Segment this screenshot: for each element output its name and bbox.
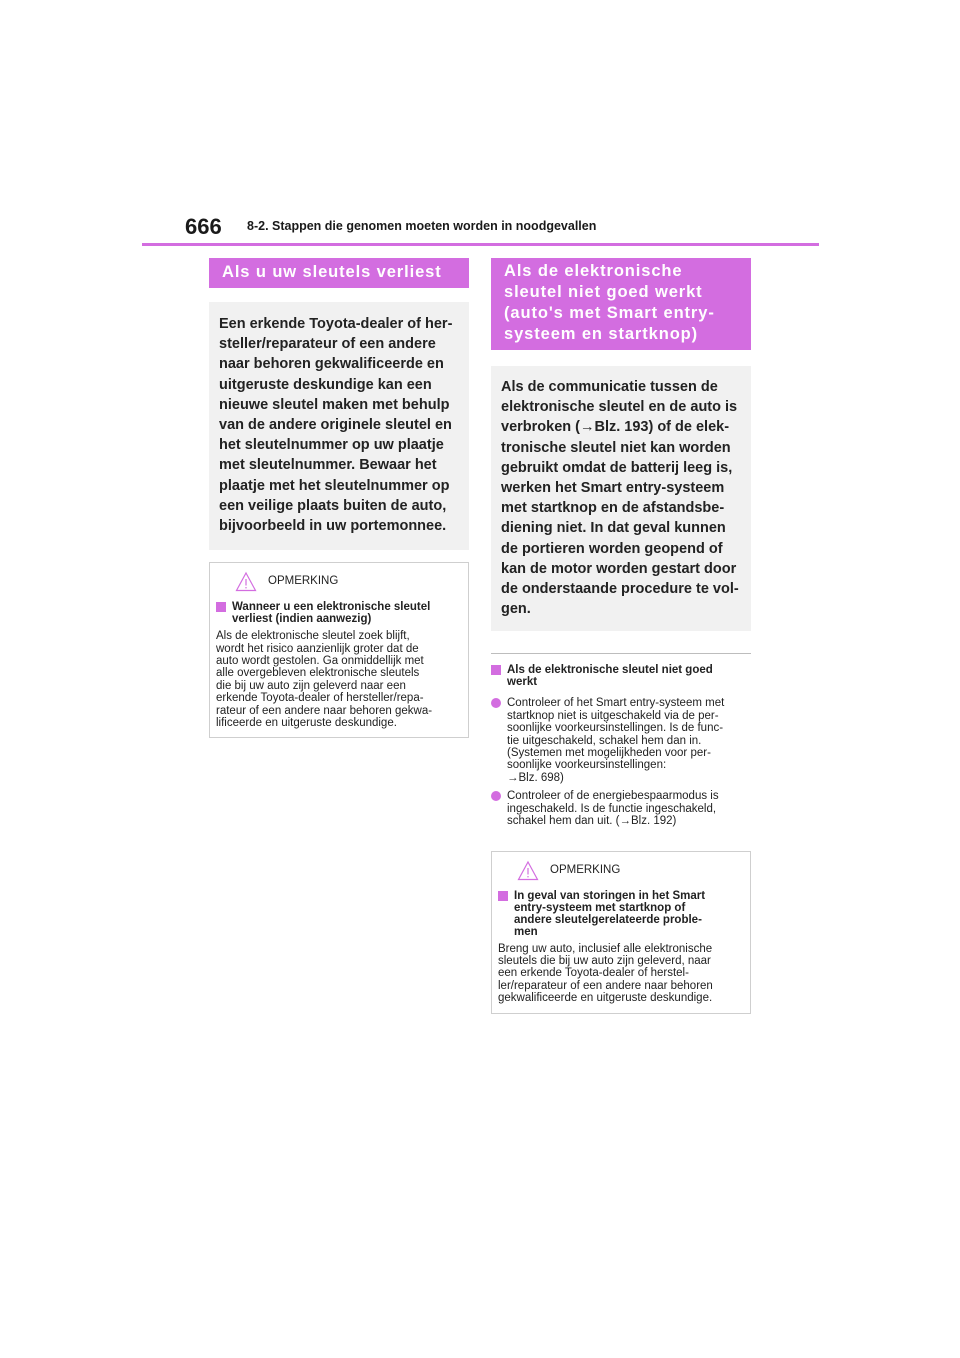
note-line: wordt het risico aanzienlijk groter dat de xyxy=(216,642,419,655)
subsection-title xyxy=(491,664,751,688)
heading-line: systeem en startknop) xyxy=(504,325,699,343)
note-title-line: entry-systeem met startknop of xyxy=(514,901,686,914)
note-line: gekwalificeerde en uitgeruste deskundige. xyxy=(498,992,713,1005)
square-bullet-icon xyxy=(498,891,508,901)
info-line: uitgeruste deskundige kan een xyxy=(219,376,432,393)
list-line: startknop niet is uitgeschakeld via de per- xyxy=(507,709,719,722)
list-item xyxy=(491,790,751,827)
square-bullet-icon xyxy=(491,665,501,675)
circle-bullet-icon xyxy=(491,791,501,801)
info-line: Een erkende Toyota-dealer of her- xyxy=(219,316,453,332)
note-line: alle overgebleven elektronische sleutels xyxy=(216,667,420,680)
note-line: rateur of een andere naar behoren gekwa- xyxy=(216,704,433,717)
info-line: bijvoorbeeld in uw portemonnee. xyxy=(219,518,447,535)
right-column xyxy=(491,258,751,1014)
list-line: soonlijke voorkeursinstellingen: xyxy=(507,759,667,772)
list-line: Controleer of de energiebespaarmodus is xyxy=(507,790,719,803)
note-line: die bij uw auto zijn geleverd naar een xyxy=(216,679,406,692)
warning-triangle-icon xyxy=(235,571,257,593)
note-header xyxy=(216,569,460,601)
info-line: verbroken (→Blz. 193) of de elek- xyxy=(501,419,730,436)
note-title xyxy=(216,601,460,625)
note-body xyxy=(498,943,742,1005)
list-line: Controleer of het Smart entry-systeem met xyxy=(507,697,725,710)
header-divider xyxy=(142,243,819,246)
circle-bullet-icon xyxy=(491,698,501,708)
info-line: elektronische sleutel en de auto is xyxy=(501,399,738,416)
list-line: (Systemen met mogelijkheden voor per- xyxy=(507,747,711,760)
subsection-title-line: Als de elektronische sleutel niet goed xyxy=(507,664,713,677)
info-line: met startknop en de afstandsbe- xyxy=(501,500,725,517)
info-box-lost-keys xyxy=(209,302,469,550)
note-body xyxy=(216,630,460,729)
warning-triangle-icon xyxy=(517,860,539,882)
info-line: plaatje met het sleutelnummer op xyxy=(219,477,450,494)
note-title-line: andere sleutelgerelateerde proble- xyxy=(514,913,702,926)
info-line: de portieren worden geopend of xyxy=(501,540,723,557)
heading-line: sleutel niet goed werkt xyxy=(504,283,703,301)
note-label: OPMERKING xyxy=(268,575,339,588)
heading-line: Als de elektronische xyxy=(504,262,683,280)
info-line: tronische sleutel niet kan worden xyxy=(501,439,731,456)
note-line: lificeerde en uitgeruste deskundige. xyxy=(216,717,397,730)
note-line: auto wordt gestolen. Ga onmiddellijk met xyxy=(216,655,424,668)
info-line: naar behoren gekwalificeerde en xyxy=(219,356,444,373)
note-title-line: Wanneer u een elektronische sleutel xyxy=(232,601,431,614)
subsection-title-line: werkt xyxy=(507,676,538,689)
info-line: werken het Smart entry-systeem xyxy=(501,480,725,497)
section-heading-lost-keys: Als u uw sleutels verliest xyxy=(209,258,469,288)
note-label: OPMERKING xyxy=(550,863,621,876)
info-line: het sleutelnummer op uw plaatje xyxy=(219,437,444,454)
info-line: een veilige plaats buiten de auto, xyxy=(219,497,447,514)
page-number: 666 xyxy=(185,214,222,239)
info-line: diening niet. In dat geval kunnen xyxy=(501,520,726,537)
note-line: een erkende Toyota-dealer of herstel- xyxy=(498,967,689,980)
note-title-line: men xyxy=(514,925,538,938)
note-line: sleutels die bij uw auto zijn geleverd, naar xyxy=(498,954,711,967)
list-line: ingeschakeld. Is de functie ingeschakeld, xyxy=(507,802,717,815)
note-box-lost-key xyxy=(209,562,469,738)
note-box-smart-entry xyxy=(491,851,751,1014)
note-line: Breng uw auto, inclusief alle elektronische xyxy=(498,942,713,955)
heading-line: (auto's met Smart entry- xyxy=(504,304,715,322)
note-title xyxy=(498,890,742,938)
square-bullet-icon xyxy=(216,602,226,612)
list-line: →Blz. 698) xyxy=(507,771,564,784)
info-line: Als de communicatie tussen de xyxy=(501,379,718,395)
info-line: met sleutelnummer. Bewaar het xyxy=(219,457,437,474)
info-line: steller/reparateur of een andere xyxy=(219,336,436,353)
left-column xyxy=(209,258,469,738)
chapter-title: 8-2. Stappen die genomen moeten worden in noodgevallen xyxy=(247,219,597,233)
info-line: kan de motor worden gestart door xyxy=(501,560,737,577)
section-heading-key-malfunction xyxy=(491,258,751,350)
note-line: Als de elektronische sleutel zoek blijft, xyxy=(216,630,410,643)
list-item xyxy=(491,697,751,784)
info-box-key-malfunction xyxy=(491,366,751,631)
section-divider xyxy=(491,653,751,654)
note-line: ler/reparateur of een andere naar behoren xyxy=(498,979,713,992)
note-header xyxy=(498,858,742,890)
info-line: de onderstaande procedure te vol- xyxy=(501,581,739,598)
list-line: tie uitgeschakeld, schakel hem dan in. xyxy=(507,734,702,747)
note-line: erkende Toyota-dealer of hersteller/repa- xyxy=(216,692,424,705)
list-line: schakel hem dan uit. (→Blz. 192) xyxy=(507,815,677,828)
list-line: soonlijke voorkeursinstellingen. Is de func- xyxy=(507,722,724,735)
info-line: gen. xyxy=(501,601,531,618)
note-title-line: In geval van storingen in het Smart xyxy=(514,889,706,902)
note-title-line: verliest (indien aanwezig) xyxy=(232,613,372,626)
info-line: gebruikt omdat de batterij leeg is, xyxy=(501,459,733,476)
info-line: van de andere originele sleutel en xyxy=(219,417,452,434)
info-line: nieuwe sleutel maken met behulp xyxy=(219,396,450,413)
